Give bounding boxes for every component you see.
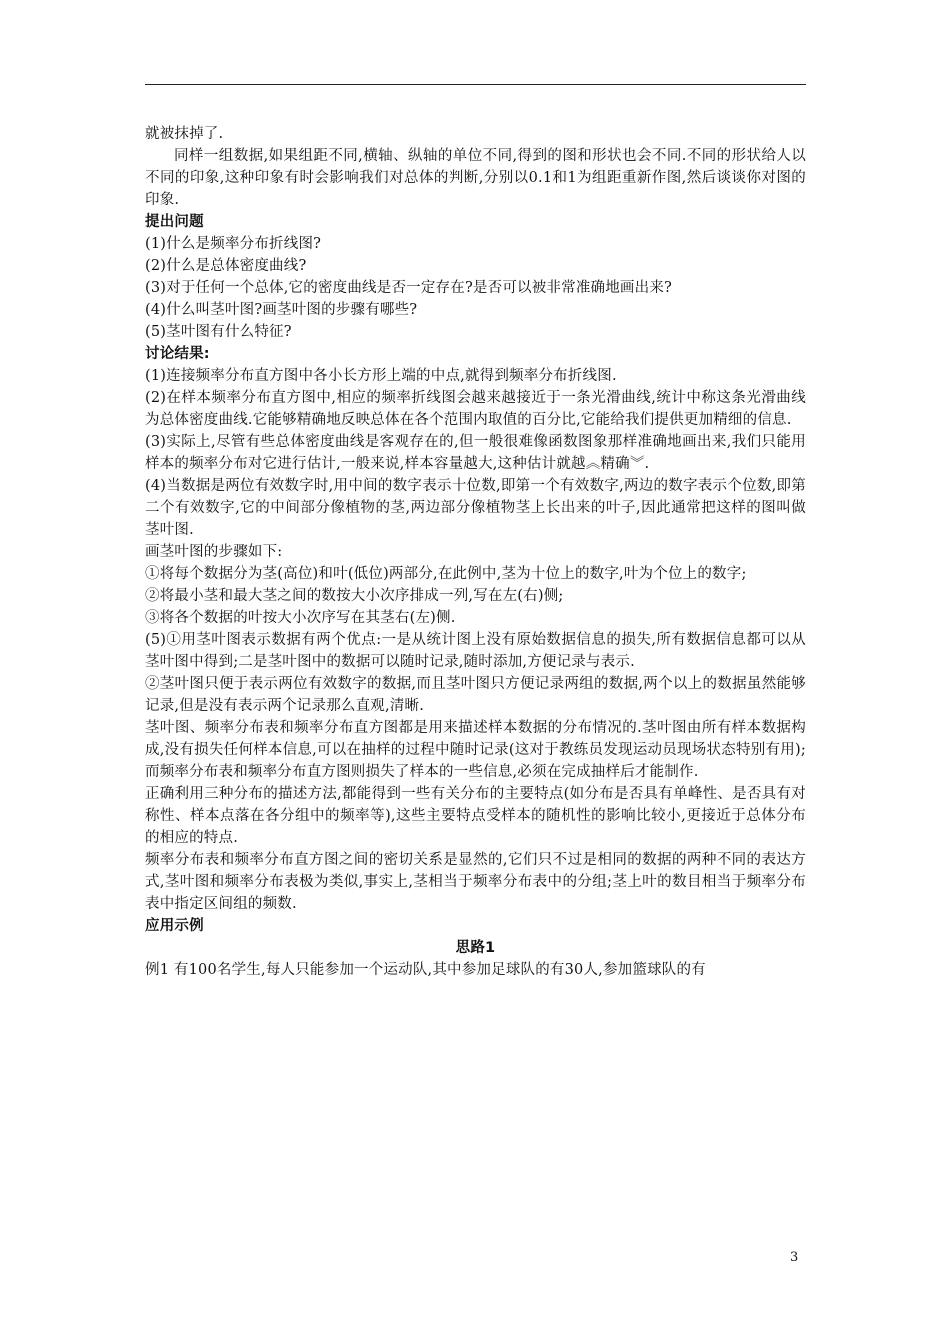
paragraph: 频率分布表和频率分布直方图之间的密切关系是显然的,它们只不过是相同的数据的两种不同的表达方式,茎叶图和频率分布表极为类似,事实上,茎相当于频率分布表中的分组;茎上叶的数目相当于频率分布表中指定区间组的频数. (145, 852, 806, 912)
paragraph: (3)实际上,尽管有些总体密度曲线是客观存在的,但一般很难像函数图象那样准确地画出来,我们只能用样本的频率分布对它进行估计,一般来说,样本容量越大,这种估计就越︽精确︾. (145, 434, 806, 472)
page-number: 3 (790, 1250, 799, 1265)
paragraph: ②将最小茎和最大茎之间的数按大小次序排成一列,写在左(右)侧; (145, 588, 564, 604)
paragraph: 讨论结果: (145, 346, 210, 362)
paragraph: 思路1 (455, 940, 496, 956)
paragraph: (2)什么是总体密度曲线? (145, 258, 307, 274)
paragraph: (3)对于任何一个总体,它的密度曲线是否一定存在?是否可以被非常准确地画出来? (145, 280, 672, 296)
paragraph: (4)什么叫茎叶图?画茎叶图的步骤有哪些? (145, 302, 418, 318)
paragraph: ②茎叶图只便于表示两位有效数字的数据,而且茎叶图只方便记录两组的数据,两个以上的数据虽然能够记录,但是没有表示两个记录那么直观,清晰. (145, 676, 806, 714)
paragraph: 同样一组数据,如果组距不同,横轴、纵轴的单位不同,得到的图和形状也会不同.不同的形状给人以不同的印象,这种印象有时会影响我们对总体的判断,分别以0.1和1为组距重新作图,然后谈谈你对图的印象. (145, 148, 806, 208)
paragraph: 例1 有100名学生,每人只能参加一个运动队,其中参加足球队的有30人,参加篮球队的有 (145, 962, 706, 978)
paragraph: 提出问题 (145, 214, 204, 230)
paragraph: 画茎叶图的步骤如下: (145, 544, 283, 560)
paragraph: (5)①用茎叶图表示数据有两个优点:一是从统计图上没有原始数据信息的损失,所有数据信息都可以从茎叶图中得到;二是茎叶图中的数据可以随时记录,随时添加,方便记录与表示. (145, 632, 806, 670)
paragraph: 正确利用三种分布的描述方法,都能得到一些有关分布的主要特点(如分布是否具有单峰性、是否具有对称性、样本点落在各分组中的频率等),这些主要特点受样本的随机性的影响比较小,更接近于总体分布的相应的特点. (145, 786, 806, 846)
header-rule (145, 84, 806, 85)
paragraph: (1)什么是频率分布折线图? (145, 236, 322, 252)
paragraph: 就被抹掉了. (145, 126, 224, 142)
document-body (145, 123, 806, 981)
paragraph: (1)连接频率分布直方图中各小长方形上端的中点,就得到频率分布折线图. (145, 368, 617, 384)
paragraph: 茎叶图、频率分布表和频率分布直方图都是用来描述样本数据的分布情况的.茎叶图由所有样本数据构成,没有损失任何样本信息,可以在抽样的过程中随时记录(这对于教练员发现运动员现场状态特别有用);而频率分布表和频率分布直方图则损失了样本的一些信息,必须在完成抽样后才能制作. (145, 720, 806, 780)
paragraph: (5)茎叶图有什么特征? (145, 324, 292, 340)
paragraph: (2)在样本频率分布直方图中,相应的频率折线图会越来越接近于一条光滑曲线,统计中称这条光滑曲线为总体密度曲线.它能够精确地反映总体在各个范围内取值的百分比,它能给我们提供更加精细的信息. (145, 390, 806, 428)
paragraph: (4)当数据是两位有效数字时,用中间的数字表示十位数,即第一个有效数字,两边的数字表示个位数,即第二个有效数字,它的中间部分像植物的茎,两边部分像植物茎上长出来的叶子,因此通常把这样的图叫做茎叶图. (145, 478, 806, 538)
paragraph: ①将每个数据分为茎(高位)和叶(低位)两部分,在此例中,茎为十位上的数字,叶为个位上的数字; (145, 566, 747, 582)
paragraph: 应用示例 (145, 918, 204, 934)
paragraph: ③将各个数据的叶按大小次序写在其茎右(左)侧. (145, 610, 456, 626)
